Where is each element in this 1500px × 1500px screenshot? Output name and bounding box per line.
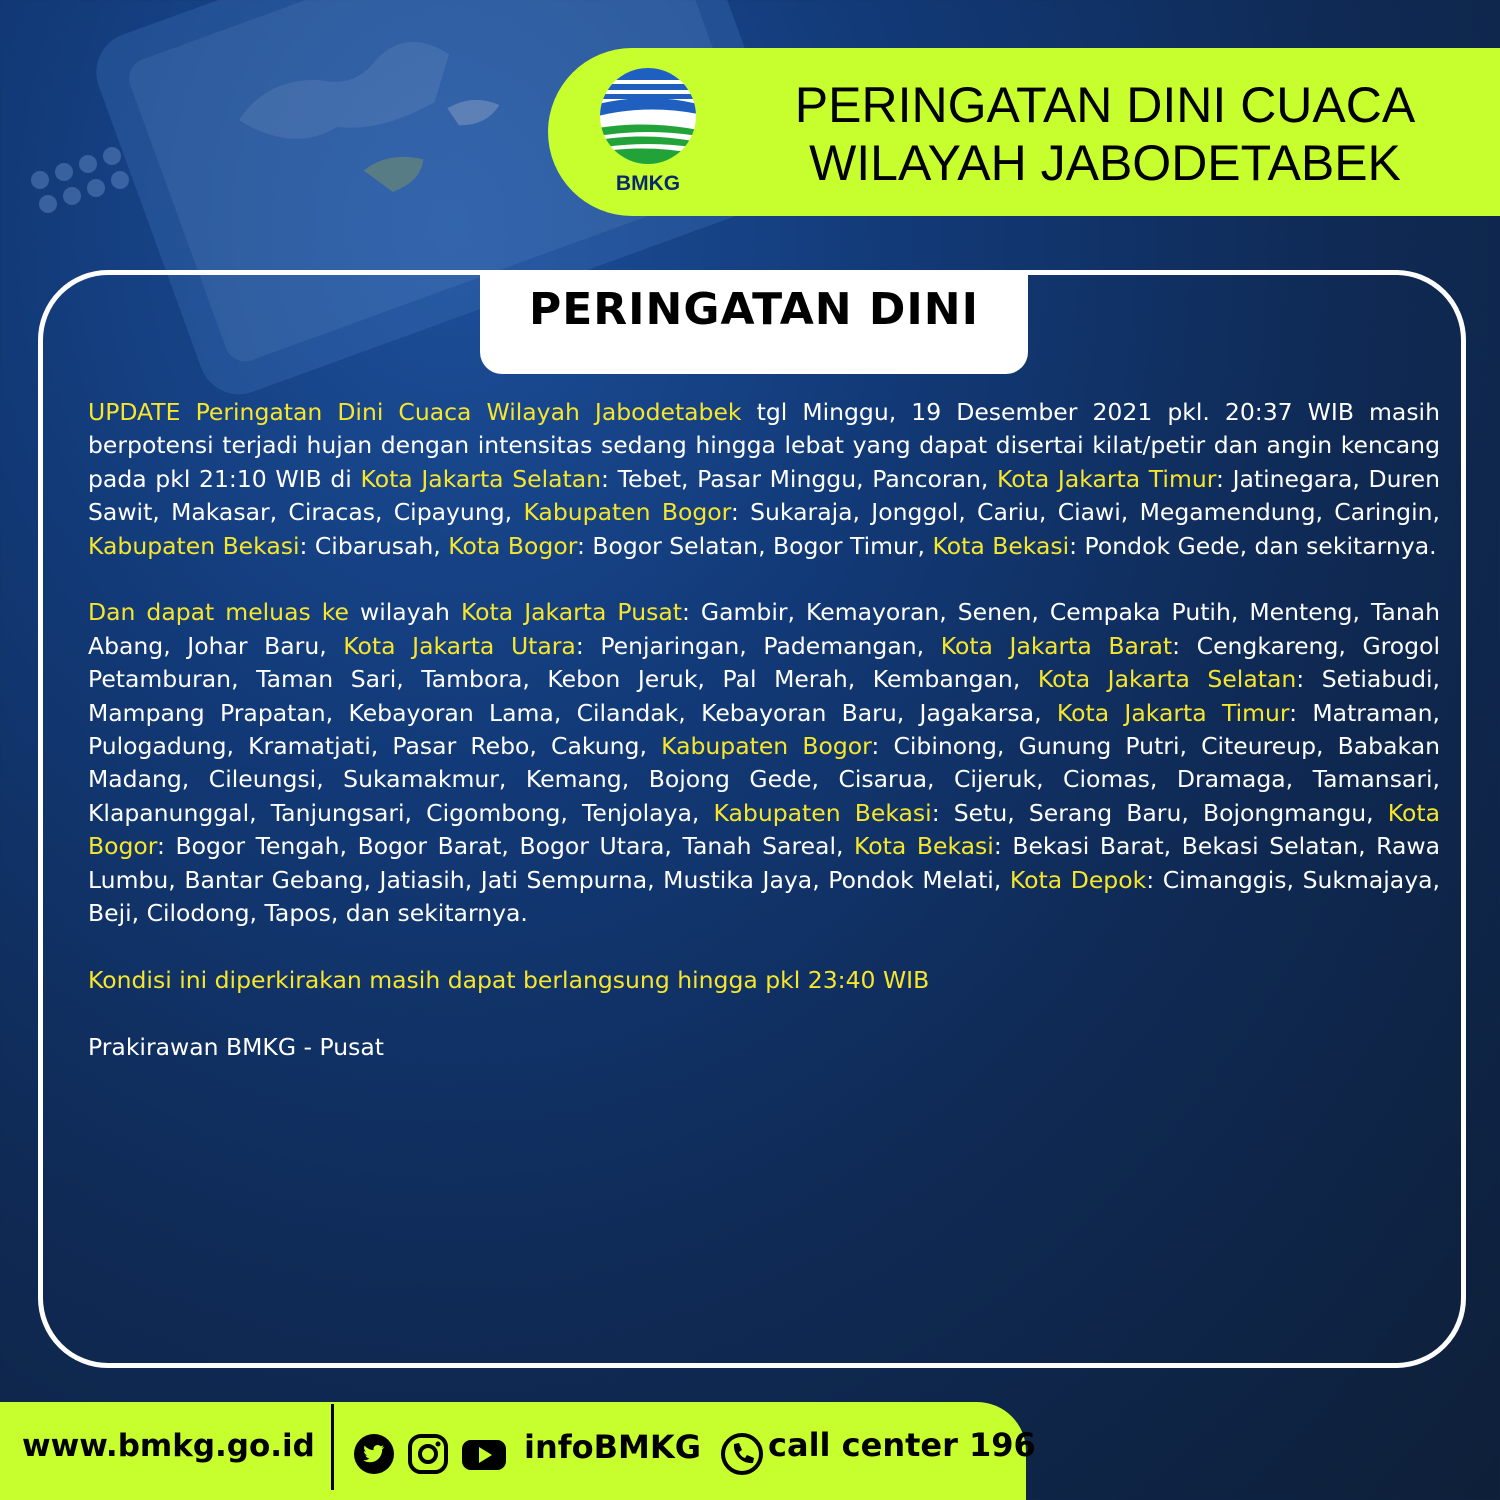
body-text: wilayah (348, 598, 461, 627)
body-text: : Jatinegara, Duren Sawit, Makasar, Ciracas, Cipayung, (88, 464, 1440, 527)
region-highlight: Kabupaten Bogor (523, 498, 731, 527)
phone-icon[interactable] (720, 1432, 764, 1476)
header-title-line2: WILAYAH JABODETABEK (809, 135, 1401, 191)
body-text: : Bogor Tengah, Bogor Barat, Bogor Utara, Tanah Sareal, (157, 832, 855, 861)
body-text: : Tebet, Pasar Minggu, Pancoran, (601, 464, 998, 493)
region-highlight: Kota Jakarta Timur (997, 464, 1216, 493)
bmkg-logo (598, 66, 698, 196)
body-text: : Bogor Selatan, Bogor Timur, (576, 531, 933, 560)
call-center[interactable]: call center 196 (768, 1426, 1036, 1464)
body-text: : Gambir, Kemayoran, Senen, Cempaka Putih, Menteng, Tanah Abang, Johar Baru, (88, 598, 1441, 660)
instagram-icon[interactable] (406, 1432, 450, 1476)
body-text: : Cimanggis, Sukmajaya, Beji, Cilodong, Tapos, dan sekitarnya. (88, 865, 1440, 928)
region-highlight: Kota Jakarta Selatan (1037, 665, 1297, 694)
region-highlight: Kota Bogor (88, 798, 1441, 861)
region-highlight: Kota Jakarta Barat (940, 631, 1173, 660)
youtube-icon[interactable] (460, 1432, 508, 1476)
region-highlight: Kota Depok (1009, 865, 1147, 894)
body-text: : Sukaraja, Jonggol, Cariu, Ciawi, Megamendung, Caringin, (730, 498, 1440, 527)
footer-divider (331, 1404, 334, 1490)
region-highlight: Kabupaten Bekasi (713, 798, 932, 827)
body-text: : Cibarusah, (299, 531, 449, 560)
body-text: : Setiabudi, Mampang Prapatan, Kebayoran Lama, Cilandak, Kebayoran Baru, Jagakarsa, (88, 665, 1440, 727)
body-text: : Pondok Gede, dan sekitarnya. (1069, 531, 1437, 560)
header-title-line1: PERINGATAN DINI CUACA (794, 77, 1416, 133)
region-highlight: Kota Bekasi (932, 531, 1070, 560)
warning-paragraph-2 (88, 596, 1440, 930)
body-text: tgl Minggu, 19 Desember 2021 pkl. 20:37 WIB masih berpotensi terjadi hujan dengan intensitas sedang hingga lebat yang dapat disertai kilat/petir dan angin kencang pada pkl 21:10 WIB di (88, 398, 1440, 493)
region-highlight: Kabupaten Bogor (661, 732, 872, 761)
twitter-icon[interactable] (352, 1432, 396, 1476)
logo-text: BMKG (615, 172, 681, 195)
body-text: : Bekasi Barat, Bekasi Selatan, Rawa Lumbu, Bantar Gebang, Jatiasih, Jati Sempurna, Mustika Jaya, Pondok Melati, (88, 832, 1440, 894)
header-title (740, 76, 1470, 192)
body-text: : Setu, Serang Baru, Bojongmangu, (931, 798, 1388, 827)
warning-content (88, 396, 1440, 1097)
body-text: : Matraman, Pulogadung, Kramatjati, Pasar Rebo, Cakung, (88, 698, 1441, 761)
panel-title: PERINGATAN DINI (528, 284, 979, 335)
region-highlight: Kota Jakarta Pusat (460, 598, 682, 627)
region-highlight: Kota Bogor (448, 531, 577, 560)
warning-paragraph-1 (88, 396, 1440, 563)
region-highlight: Kota Jakarta Timur (1056, 698, 1290, 727)
region-highlight: Kabupaten Bekasi (88, 531, 300, 560)
region-highlight: Kota Jakarta Utara (343, 631, 576, 660)
region-highlight: UPDATE Peringatan Dini Cuaca Wilayah Jabodetabek (88, 398, 742, 426)
signature-text: Prakirawan BMKG - Pusat (88, 1032, 384, 1061)
body-text: : Penjaringan, Pademangan, (575, 631, 941, 660)
region-highlight: Kota Jakarta Selatan (360, 464, 602, 493)
body-text: : Cengkareng, Grogol Petamburan, Taman Sari, Tambora, Kebon Jeruk, Pal Merah, Kembangan, (88, 631, 1440, 694)
body-text: : Cibinong, Gunung Putri, Citeureup, Babakan Madang, Cileungsi, Sukamakmur, Kemang, Bojong Gede, Cisarua, Cijeruk, Ciomas, Dramaga, Tamansari, Klapanunggal, Tanjungsari, Cigombong, Tenjolaya, (88, 732, 1440, 827)
website-link[interactable]: www.bmkg.go.id (22, 1428, 315, 1464)
social-handle[interactable]: infoBMKG (524, 1428, 701, 1466)
condition-text: Kondisi ini diperkirakan masih dapat berlangsung hingga pkl 23:40 WIB (88, 965, 930, 994)
region-highlight: Kota Bekasi (854, 832, 994, 861)
region-highlight: Dan dapat meluas ke (88, 598, 349, 627)
